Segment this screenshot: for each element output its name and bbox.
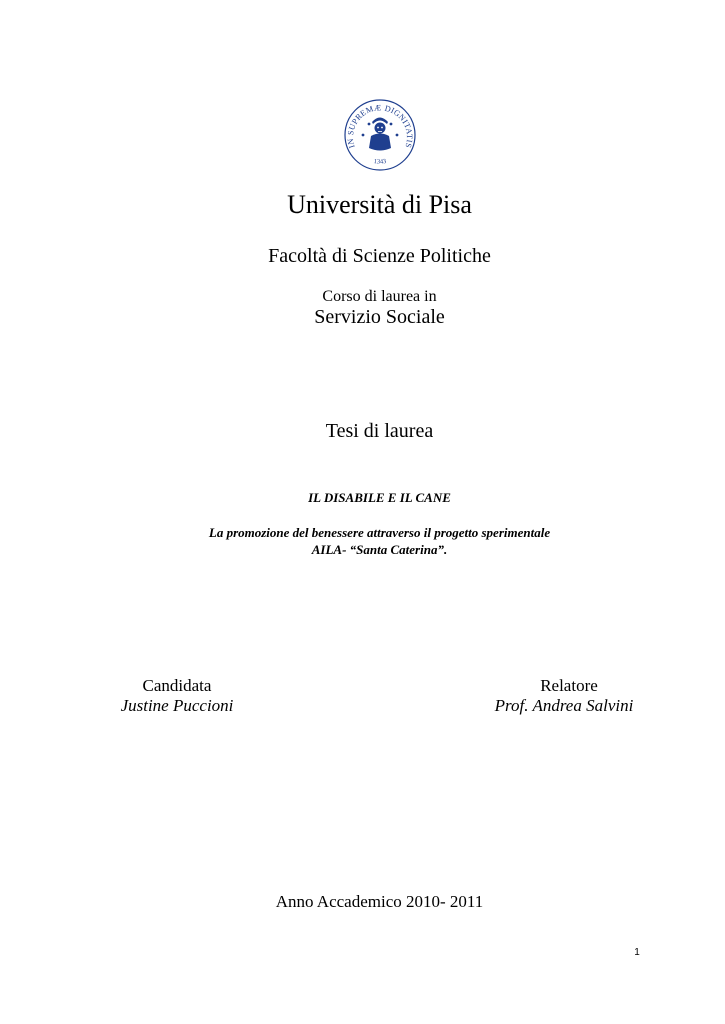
supervisor-label: Relatore [540, 676, 598, 695]
faculty-name: Facoltà di Scienze Politiche [268, 245, 491, 267]
university-name: Università di Pisa [287, 190, 472, 219]
candidate-label: Candidata [142, 676, 212, 695]
university-seal-icon [343, 98, 417, 172]
academic-year: Anno Accademico 2010- 2011 [275, 892, 484, 911]
thesis-label: Tesi di laurea [325, 420, 434, 442]
supervisor-name: Prof. Andrea Salvini [494, 696, 634, 715]
thesis-subtitle-line2: AILA- “Santa Caterina”. [311, 542, 448, 557]
thesis-title: IL DISABILE E IL CANE [308, 490, 451, 505]
svg-text:1343 [373, 158, 387, 166]
seal-motto: IN SUPREMÆ DIGNITATIS [345, 103, 415, 150]
course-name: Servizio Sociale [314, 306, 445, 328]
candidate-name: Justine Puccioni [120, 696, 234, 715]
course-prefix: Corso di laurea in [322, 288, 437, 305]
seal-year: 1343 [373, 157, 387, 166]
thesis-subtitle-line1: La promozione del benessere attraverso il progetto sperimentale [208, 525, 551, 540]
page-number: 1 [634, 947, 640, 958]
